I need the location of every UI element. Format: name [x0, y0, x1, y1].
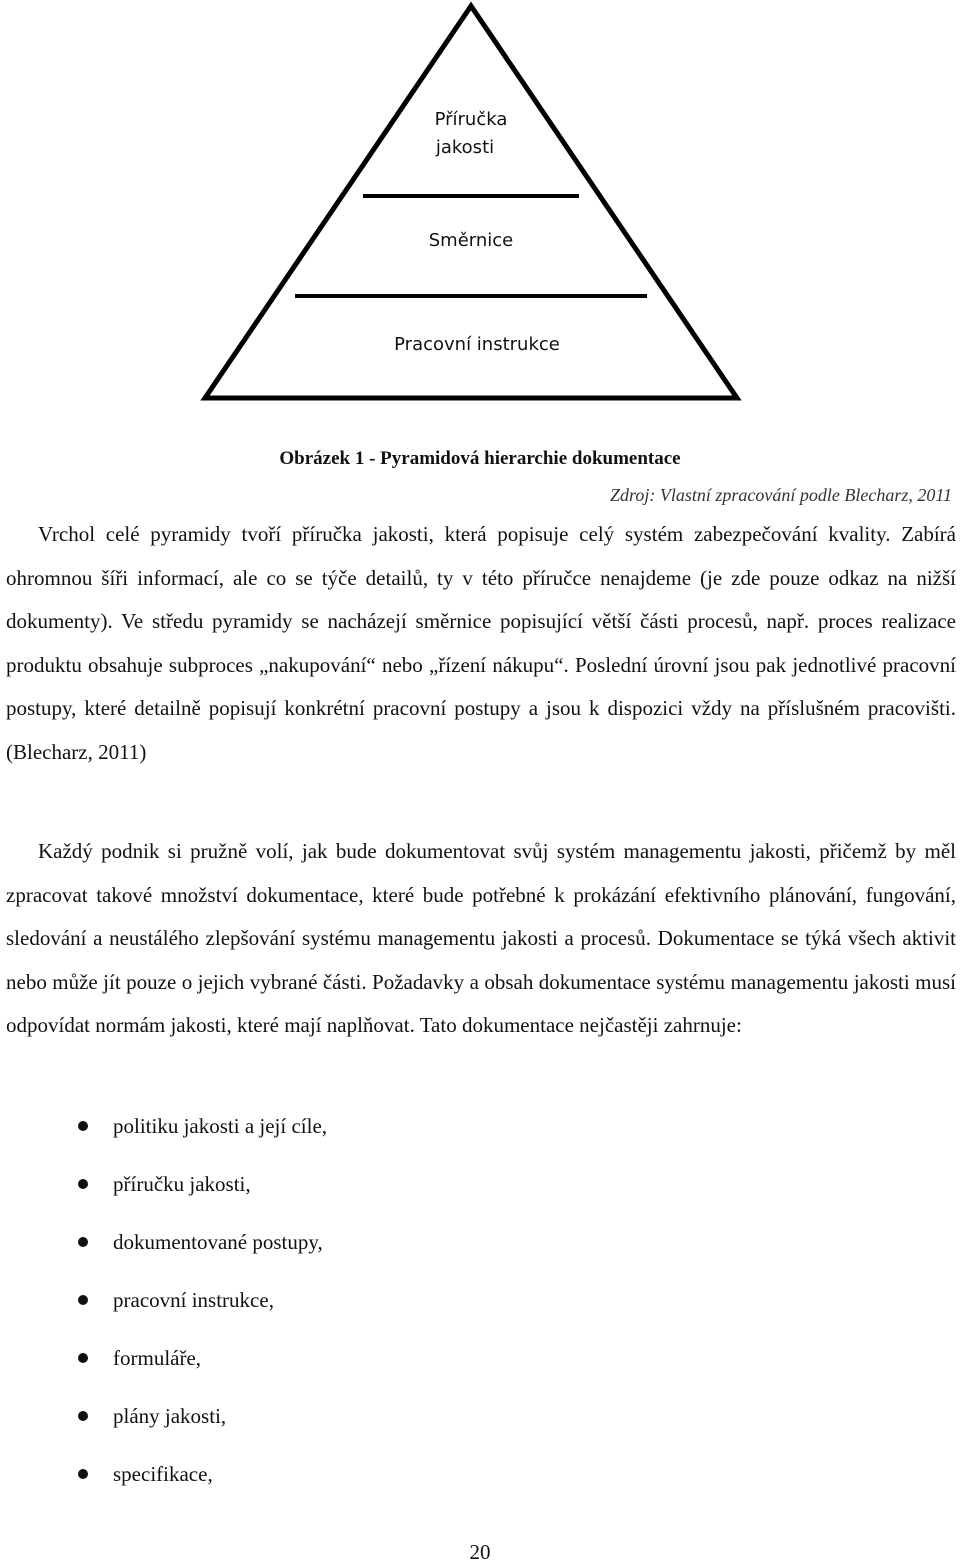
pyramid-level-top-line2: jakosti [435, 137, 495, 158]
list-item-text: dokumentované postupy, [113, 1230, 323, 1254]
bullet-icon [78, 1121, 88, 1131]
list-item-text: pracovní instrukce, [113, 1288, 274, 1312]
bullet-icon [78, 1353, 88, 1363]
documentation-list [0, 1104, 327, 1510]
list-item-text: plány jakosti, [113, 1404, 227, 1428]
paragraph-text: Vrchol celé pyramidy tvoří příručka jakosti, která popisuje celý systém zabezpečování kvality. Zabírá ohromnou šíři informací, ale co se týče detailů, ty v této příručce nenajdeme (je zde pouze odkaz na nižší dokumenty). Ve středu pyramidy se nacházejí směrnice popisující větší části procesů, např. proces realizace produktu obsahuje subproces „nakupování“ nebo „řízení nákupu“. Poslední úrovní jsou pak jednotlivé pracovní postupy, které detailně popisují konkrétní pracovní postupy a jsou k dispozici vždy na příslušném pracovišti. (Blecharz, 2011) [6, 522, 956, 764]
figure-source: Zdroj: Vlastní zpracování podle Blecharz, 2011 [610, 485, 952, 505]
paragraph-text: Každý podnik si pružně volí, jak bude dokumentovat svůj systém managementu jakosti, přičemž by měl zpracovat takové množství dokumentace, které bude potřebné k prokázání efektivního plánování, fungování, sledování a neustálého zlepšování systému managementu jakosti a procesů. Dokumentace se týká všech aktivit nebo může jít pouze o jejich vybrané části. Požadavky a obsah dokumentace systému managementu jakosti musí odpovídat normám jakosti, které mají naplňovat. Tato dokumentace nejčastěji zahrnuje: [6, 839, 956, 1037]
pyramid-level-top-line1: Příručka [434, 109, 508, 130]
list-item [0, 1104, 327, 1162]
list-item [0, 1394, 327, 1452]
paragraph-pyramid-description [6, 513, 956, 774]
bullet-icon [78, 1469, 88, 1479]
list-item [0, 1162, 327, 1220]
bullet-icon [78, 1237, 88, 1247]
page-number: 20 [469, 1540, 491, 1564]
list-item-text: formuláře, [113, 1346, 202, 1370]
bullet-icon [78, 1179, 88, 1189]
list-item-text: příručku jakosti, [113, 1172, 251, 1196]
bullet-icon [78, 1411, 88, 1421]
pyramid-diagram [0, 0, 960, 405]
pyramid-level-bottom: Pracovní instrukce [394, 334, 560, 355]
paragraph-documentation [6, 830, 956, 1048]
list-item [0, 1220, 327, 1278]
list-item [0, 1278, 327, 1336]
bullet-icon [78, 1295, 88, 1305]
list-item-text: specifikace, [113, 1462, 213, 1486]
list-item [0, 1336, 327, 1394]
figure-caption: Obrázek 1 - Pyramidová hierarchie dokumentace [279, 448, 681, 469]
pyramid-level-middle: Směrnice [428, 230, 514, 251]
list-item-text: politiku jakosti a její cíle, [113, 1114, 328, 1138]
list-item [0, 1452, 327, 1510]
